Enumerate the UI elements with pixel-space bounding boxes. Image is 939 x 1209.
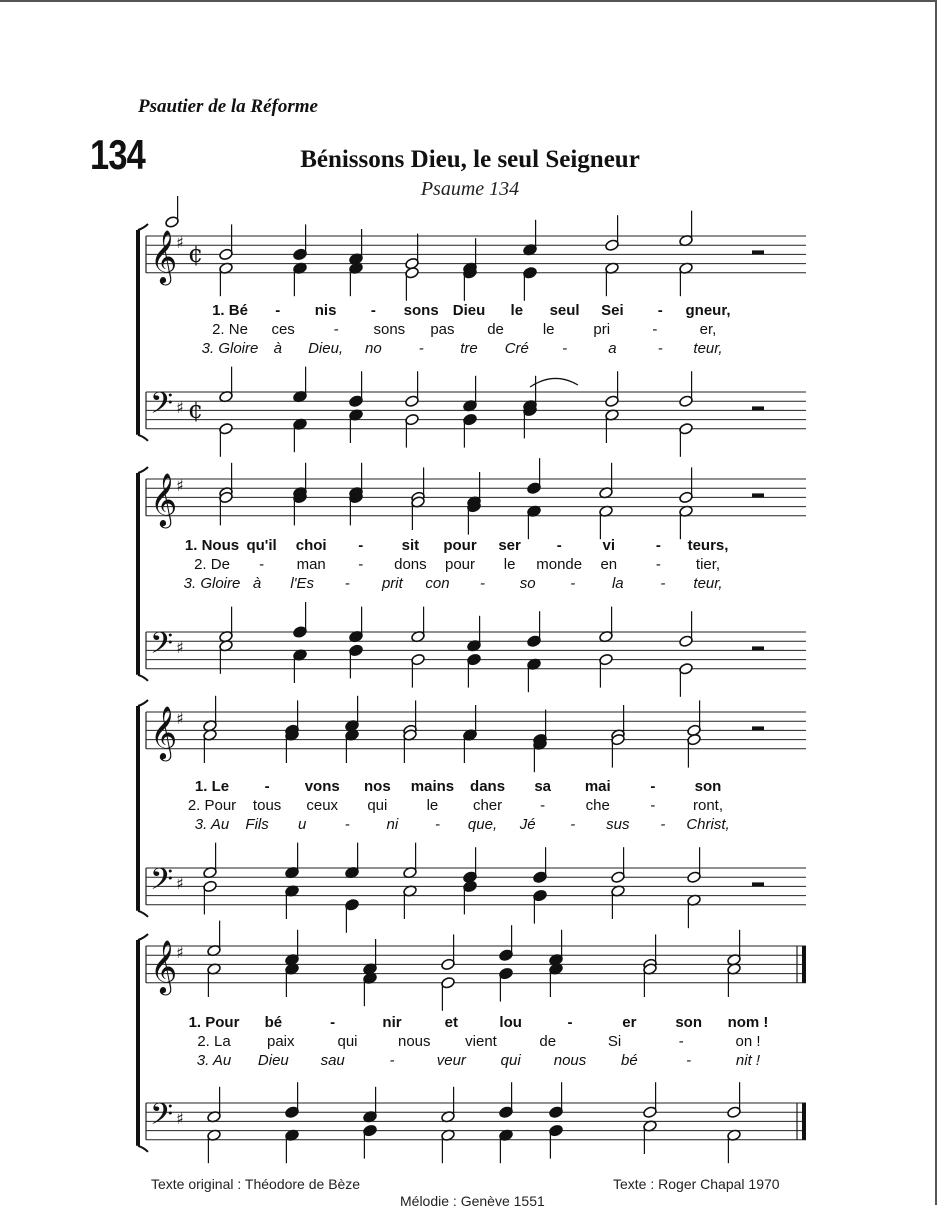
cut-time-icon: ¢: [188, 240, 204, 268]
cut-time-icon: ¢: [188, 396, 204, 424]
lyric-syllable: -: [344, 575, 350, 592]
lyric-syllable: 3. Gloire: [201, 340, 259, 357]
lyric-syllable: vi: [602, 537, 616, 554]
lyric-syllable: -: [650, 797, 656, 814]
lyric-syllable: -: [389, 1052, 395, 1069]
lyric-syllable: tous: [252, 797, 282, 814]
sharp-icon: ♯: [176, 233, 184, 252]
lyric-syllable: qui: [367, 797, 388, 814]
lyric-syllable: qui: [500, 1052, 521, 1069]
treble-clef-icon: 𝄞: [150, 939, 178, 993]
lyric-syllable: à: [273, 340, 282, 357]
lyric-syllable: -: [333, 321, 339, 338]
lyric-syllable: nir: [382, 1014, 402, 1031]
lyric-syllable: paix: [266, 1033, 295, 1050]
half-rest-icon: [752, 493, 764, 497]
system-1-bracket-top: [138, 224, 148, 230]
system-4-bracket-top: [138, 934, 148, 940]
lyric-syllable: le: [426, 797, 439, 814]
lyric-syllable: lou: [499, 1014, 522, 1031]
lyric-syllable: monde: [536, 556, 583, 573]
half-rest-icon: [752, 406, 764, 410]
lyric-syllable: u: [298, 816, 307, 833]
bass-clef-icon: 𝄢: [150, 1098, 174, 1139]
lyric-syllable: Si: [607, 1033, 622, 1050]
lyric-syllable: nit !: [735, 1052, 761, 1069]
lyric-syllable: sa: [534, 778, 551, 795]
lyric-syllable: cher: [472, 797, 503, 814]
lyric-syllable: vient: [465, 1033, 497, 1050]
lyric-syllable: veur: [436, 1052, 466, 1069]
lyric-syllable: la: [611, 575, 624, 592]
lyric-syllable: dons: [394, 556, 427, 573]
lyric-syllable: -: [655, 556, 661, 573]
hymn-subtitle: Psaume 134: [420, 178, 520, 200]
lyric-syllable: ni: [386, 816, 399, 833]
lyric-syllable: mai: [584, 778, 611, 795]
lyric-syllable: Dieu,: [308, 340, 344, 357]
sharp-icon: ♯: [176, 638, 184, 657]
lyric-syllable: que,: [467, 816, 498, 833]
lyric-syllable: ceux: [306, 797, 339, 814]
lyric-syllable: man: [296, 556, 326, 573]
lyric-syllable: er: [622, 1014, 637, 1031]
lyric-syllable: -: [370, 302, 376, 319]
lyric-syllable: -: [480, 575, 486, 592]
lyric-syllable: -: [567, 1014, 573, 1031]
lyric-syllable: nous: [397, 1033, 431, 1050]
lyric-syllable: Dieu: [257, 1052, 289, 1069]
lyric-syllable: ser: [498, 537, 521, 554]
lyric-syllable: bé: [264, 1014, 283, 1031]
lyric-syllable: -: [660, 816, 666, 833]
lyric-syllable: nous: [553, 1052, 587, 1069]
lyric-syllable: Sei: [601, 302, 624, 319]
lyric-syllable: son: [675, 1014, 702, 1031]
lyric-syllable: che: [585, 797, 610, 814]
lyric-syllable: 1. Bé: [212, 302, 248, 319]
lyric-syllable: -: [556, 537, 562, 554]
lyric-syllable: -: [652, 321, 658, 338]
lyric-syllable: 2. Pour: [187, 797, 237, 814]
lyric-syllable: à: [252, 575, 262, 592]
bass-clef-icon: 𝄢: [150, 863, 174, 904]
lyric-syllable: ces: [271, 321, 295, 338]
lyric-syllable: seul: [549, 302, 580, 319]
system-2-bracket-top: [138, 467, 148, 473]
lyric-syllable: 2. La: [197, 1033, 231, 1050]
half-rest-icon: [752, 250, 764, 254]
lyric-syllable: -: [330, 1014, 336, 1031]
lyric-syllable: 3. Au: [196, 1052, 232, 1069]
lyric-syllable: tre: [460, 340, 478, 357]
lyric-syllable: so: [519, 575, 536, 592]
system-3-bracket-top: [138, 700, 148, 706]
lyric-syllable: teur,: [693, 575, 723, 592]
lyric-syllable: mains: [410, 778, 455, 795]
bass-clef-icon: 𝄢: [150, 627, 174, 668]
credit-melody: Mélodie : Genève 1551: [400, 1193, 545, 1209]
lyric-syllable: -: [344, 816, 350, 833]
lyric-syllable: 1. Pour: [188, 1014, 240, 1031]
sharp-icon: ♯: [176, 398, 184, 417]
lyric-syllable: no: [365, 340, 382, 357]
lyric-syllable: choi: [295, 537, 327, 554]
lyric-syllable: sau: [320, 1052, 345, 1069]
lyric-syllable: le: [503, 556, 516, 573]
lyric-syllable: 2. Ne: [212, 321, 248, 338]
lyric-syllable: Cré: [504, 340, 529, 357]
lyric-syllable: sit: [401, 537, 420, 554]
lyric-syllable: nos: [363, 778, 391, 795]
lyric-syllable: -: [660, 575, 666, 592]
sharp-icon: ♯: [176, 874, 184, 893]
source-label: Psautier de la Réforme: [138, 96, 318, 117]
lyric-syllable: Dieu: [452, 302, 486, 319]
lyric-syllable: -: [570, 816, 576, 833]
lyric-syllable: -: [259, 556, 265, 573]
lyric-syllable: 1. Le: [194, 778, 230, 795]
system-4-bracket-bottom: [138, 1146, 148, 1152]
lyric-syllable: son: [694, 778, 722, 795]
lyric-syllable: -: [358, 556, 364, 573]
lyric-syllable: de: [539, 1033, 557, 1050]
treble-clef-icon: 𝄞: [150, 472, 178, 526]
lyric-syllable: dans: [470, 778, 506, 795]
lyric-syllable: ront,: [692, 797, 724, 814]
sharp-icon: ♯: [176, 476, 184, 495]
lyric-syllable: con: [425, 575, 450, 592]
lyric-syllable: sus: [606, 816, 630, 833]
system-2-bracket-bottom: [138, 675, 148, 681]
lyric-syllable: prit: [381, 575, 403, 592]
credit-text: Texte : Roger Chapal 1970: [613, 1176, 780, 1192]
lyric-syllable: Jé: [519, 816, 536, 833]
half-rest-icon: [752, 882, 764, 886]
lyric-syllable: vons: [304, 778, 340, 795]
lyric-syllable: -: [264, 778, 270, 795]
lyric-syllable: pour: [443, 537, 477, 554]
sharp-icon: ♯: [176, 1109, 184, 1128]
half-rest-icon: [752, 646, 764, 650]
lyric-syllable: qui: [337, 1033, 358, 1050]
lyric-syllable: de: [487, 321, 504, 338]
lyric-syllable: le: [510, 302, 524, 319]
lyric-syllable: sons: [373, 321, 406, 338]
lyric-syllable: le: [542, 321, 555, 338]
lyric-syllable: tier,: [695, 556, 721, 573]
lyric-syllable: 3. Au: [194, 816, 230, 833]
lyric-syllable: nom !: [727, 1014, 769, 1031]
lyric-syllable: -: [358, 537, 364, 554]
lyric-syllable: -: [657, 340, 663, 357]
lyric-syllable: a: [608, 340, 617, 357]
lyric-syllable: et: [444, 1014, 458, 1031]
half-rest-icon: [752, 726, 764, 730]
sharp-icon: ♯: [176, 943, 184, 962]
hymn-title: Bénissons Dieu, le seul Seigneur: [300, 146, 640, 173]
slur-icon: [530, 378, 578, 387]
sharp-icon: ♯: [176, 709, 184, 728]
lyric-syllable: -: [657, 302, 663, 319]
hymn-number: 134: [90, 131, 146, 178]
lyric-syllable: 1. Nous: [184, 537, 240, 554]
credit-original-text: Texte original : Théodore de Bèze: [151, 1176, 361, 1192]
lyric-syllable: -: [570, 575, 576, 592]
lyric-syllable: teur,: [693, 340, 723, 357]
lyric-syllable: on !: [735, 1033, 761, 1050]
lyric-syllable: teurs,: [687, 537, 729, 554]
system-3-bracket-bottom: [138, 911, 148, 917]
lyric-syllable: -: [418, 340, 424, 357]
lyric-syllable: pas: [430, 321, 455, 338]
lyric-syllable: 3. Gloire: [183, 575, 241, 592]
treble-clef-icon: 𝄞: [150, 229, 178, 283]
lyric-syllable: er,: [699, 321, 717, 338]
lyric-syllable: -: [434, 816, 440, 833]
lyric-syllable: pour: [444, 556, 476, 573]
bass-clef-icon: 𝄢: [150, 387, 174, 428]
lyric-syllable: -: [540, 797, 546, 814]
lyric-syllable: Christ,: [686, 816, 730, 833]
lyric-syllable: nis: [314, 302, 337, 319]
lyric-syllable: -: [650, 778, 656, 795]
lyric-syllable: -: [562, 340, 568, 357]
lyric-syllable: -: [678, 1033, 684, 1050]
lyric-syllable: pri: [593, 321, 611, 338]
lyric-syllable: en: [600, 556, 618, 573]
lyric-syllable: -: [686, 1052, 692, 1069]
lyric-syllable: sons: [403, 302, 439, 319]
lyric-syllable: 2. De: [194, 556, 230, 573]
lyric-syllable: bé: [620, 1052, 638, 1069]
lyric-syllable: gneur,: [685, 302, 731, 319]
lyric-syllable: qu'il: [246, 537, 277, 554]
lyric-syllable: Fils: [245, 816, 269, 833]
lyric-syllable: -: [275, 302, 281, 319]
treble-clef-icon: 𝄞: [150, 705, 178, 759]
lyric-syllable: l'Es: [290, 575, 315, 592]
lyric-syllable: -: [655, 537, 661, 554]
system-1-bracket-bottom: [138, 435, 148, 441]
